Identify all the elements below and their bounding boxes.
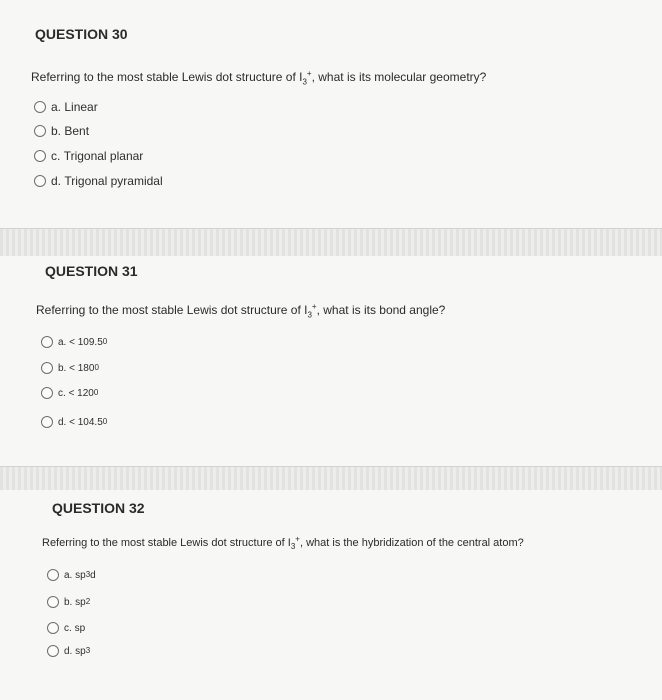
question-divider [0, 228, 662, 258]
option-letter: a. [64, 569, 73, 581]
question-title: QUESTION 31 [45, 263, 138, 279]
option-a[interactable] [34, 100, 98, 114]
option-letter: b. [51, 124, 62, 138]
question-title: QUESTION 32 [52, 500, 145, 516]
question-title: QUESTION 30 [35, 26, 128, 42]
option-b[interactable]: b. sp 2 [47, 596, 90, 608]
radio-button[interactable] [34, 175, 46, 187]
option-letter: b. [64, 596, 73, 608]
radio-button[interactable] [34, 125, 46, 137]
question-prompt: Referring to the most stable Lewis dot structure of $I_3^+$, what is its molecular geometry? [31, 69, 487, 87]
option-letter: d. [58, 416, 67, 428]
question-31-panel [0, 256, 662, 466]
radio-button[interactable] [41, 416, 53, 428]
question-32-panel [0, 490, 662, 700]
radio-button[interactable] [41, 362, 53, 374]
option-text-pre: sp [75, 569, 86, 581]
option-text: Trigonal pyramidal [64, 174, 163, 188]
option-a[interactable]: a. sp 3 d [47, 569, 96, 581]
option-letter: a. [51, 100, 62, 114]
option-letter: c. [64, 622, 72, 634]
option-text-pre: sp [74, 622, 86, 634]
option-letter: b. [58, 362, 67, 374]
question-divider [0, 466, 662, 492]
option-text-post: d [90, 569, 96, 581]
option-letter: d. [51, 174, 62, 188]
option-b[interactable] [34, 124, 89, 138]
option-text-pre: sp [75, 596, 86, 608]
option-c[interactable] [47, 622, 85, 634]
option-letter: c. [51, 149, 61, 163]
question-prompt: Referring to the most stable Lewis dot structure of $I_3^+$, what is its bond angle? [36, 302, 446, 320]
option-text: < 120 [68, 387, 94, 399]
radio-button[interactable] [34, 150, 46, 162]
radio-button[interactable] [34, 101, 46, 113]
option-letter: d. [64, 645, 73, 657]
option-d[interactable]: d. sp 3 [47, 645, 90, 657]
radio-button[interactable] [47, 645, 59, 657]
option-d[interactable]: d. < 104.5 0 [41, 416, 107, 428]
option-letter: a. [58, 336, 67, 348]
radio-button[interactable] [41, 387, 53, 399]
option-text: < 104.5 [69, 416, 103, 428]
option-a[interactable]: a. < 109.5 0 [41, 336, 107, 348]
radio-button[interactable] [47, 622, 59, 634]
question-30-panel [0, 0, 662, 228]
option-c[interactable] [34, 149, 143, 163]
option-letter: c. [58, 387, 66, 399]
option-text: < 109.5 [69, 336, 103, 348]
option-text: Trigonal planar [63, 149, 144, 163]
option-text: Linear [64, 100, 98, 114]
radio-button[interactable] [41, 336, 53, 348]
option-text: < 180 [69, 362, 95, 374]
option-text: Bent [64, 124, 90, 138]
radio-button[interactable] [47, 596, 59, 608]
option-c[interactable]: c. < 120 0 [41, 387, 98, 399]
option-text-pre: sp [75, 645, 86, 657]
option-b[interactable]: b. < 180 0 [41, 362, 99, 374]
option-d[interactable] [34, 174, 163, 188]
question-prompt: Referring to the most stable Lewis dot structure of $I_3^+$, what is the hybridization of the central atom? [42, 534, 524, 552]
radio-button[interactable] [47, 569, 59, 581]
